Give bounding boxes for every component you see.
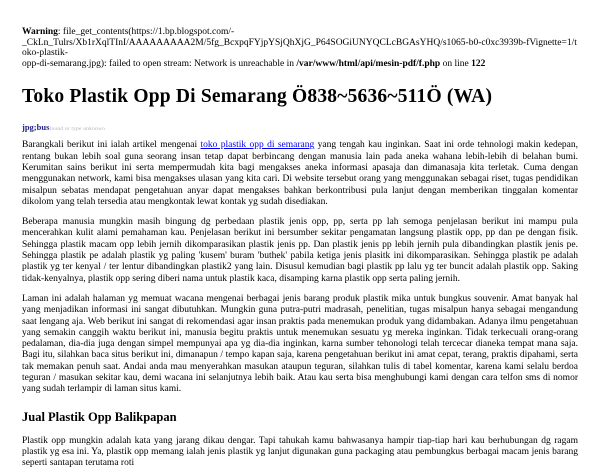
paragraph-intro-before: Barangkali berikut ini ialah artikel mengenai [22,140,201,151]
section-heading: Jual Plastik Opp Balikpapan [22,409,177,424]
paragraph-plastic-types: Beberapa manusia mungkin masih bingung dg perbedaan plastik jenis opp, pp, serta pp lah semoga penjelasan berikut ini mampu pula mencerahkan kulit alami pemahaman kau. Penjelasan berikut ini bersumber sekitar pengamatan langsung plastik opp, pp dan pe dengan fisik. Sehingga plastik macam opp lebih jernih dikomparasikan plastik jenis pp. Dan plastik jenis pp lebih jernih pula dibandingkan plastik jenis pe. Sehingga plastik pe adalah plastik yg paling 'kusem' buram 'buthek' pabila ketiga jenis plasitk ini dikomparasikan. Sehingga plastik pe adalah plastik yg ter kenyal / ter lentur dibandingkan plastik2 yang lain. Disusul kemudian bagi plastik pp lalu yg ter buncit adalah plastik opp. Saking tidak-kenyalnya, plastik opp sering diberi nama untuk plastik kaca, disamping karna plastik opp serta paling jernih. [22,217,578,284]
warning-label: Warning [22,27,58,37]
warning-line-number: 122 [471,58,486,69]
warning-url-line2: _CkLn_Tulrs/Xb1rXqlTInI/AAAAAAAAA2M/5fg_BcxpqFYjpYSjQhXjG_P64SOGiUNYQCLcBGAsYHQ/s1065-b0-c0xc3939b-fVignette=1/toko-plastik- [22,37,577,59]
toko-plastik-link[interactable]: toko plastik opp di semarang [200,140,315,151]
page-title: Toko Plastik Opp Di Semarang Ö838~5636~511Ö (WA) [22,86,493,108]
broken-image-placeholder [22,117,578,135]
paragraph-opp-intro: Plastik opp mungkin adalah kata yang jarang dikau dengar. Tapi tahukah kamu bahwasanya hampir tiap-tiap hari kau berhubungan dg ragam plastik yg esa ini. Ya, plastik opp memang ialah jenis plastik yg lanjut digunakan guna packaging atau pembungkus berbagai macam jenis barang seperti santapan terutama roti [22,435,578,469]
warning-line3-mid: on line [440,58,472,69]
warning-line1: : file_get_contents(https://1.bp.blogspot.com/- [57,27,235,37]
paragraph-intro [22,140,578,208]
paragraph-intro-after: yang tengah kau inginkan. Saat ini orde tehnologi makin kedepan, rentang bukan lebih soal guna seorang insan tetap dapat berbincang dengan manusia lain pada aneka wahana lebih-lebih di belahan bumi. Kerumitan sains berikut ini serta mempermudah kita bagi mengakses aneka informasi apasaja dan dimanasaja kita terletak. Cuma dengan menggunakan network, kami bisa mengakses ulasan yang kita cari. Di website tersebut orang yang menggunakan sebagai riset, tugas pendidikan misalpun sebatas mendapat pengetahuan anyar dapat mengakses bahkan berkontribusi pula lanjut dengan memberikan tinggalan komentar dikolom yang telah tersedia atau mengkontak lewat kontak yg sudah disediakan. [22,140,578,207]
warning-line3-pre: opp-di-semarang.jpg): failed to open stream: Network is unreachable in [22,58,297,69]
broken-image-note: found or type unknown [49,126,106,133]
warning-file-path: /var/www/html/api/mesin-pdf/f.php [296,58,441,69]
paragraph-site-info: Laman ini adalah halaman yg memuat wacana mengenai berbagai jenis barang produk plastik mika untuk bungkus souvenir. Amat banyak hal yang menjadikan informasi ini sangat dibutuhkan. Mungkin guna putra-putri madrasah, penelitian, tugas misalpun hanya sebagai mengandung saat lengang aja. Web berikut ini sangat di rekomendasi agar insan praktis pada menemukan produk yang didambakan. Adanya ilmu pengetahuan yang semakin canggih waktu berikut ini, manusia begitu praktis untuk menemukan sesuatu yg mereka inginkan. Tidak terkecuali orang-orang pedalaman, dia-dia juga dengan simpel mempunyai apa yg dia-dia inginkan, karna sumber tehonologi telah tercecar dianeka tempat mana saja. Bagi itu, silahkan baca situs berikut ini, dimanapun / tempo kapan saja, karena pengetahuan berikut ini amat cepat, terang, praktis dipahami, serta tak memakan penuh saat. Andai anda mau menyerahkan masukan ataupun teguran, silahkan tulis di tabel komentar, karena kami selalu berdoa teguran / masukan sekitar kau, demi wacana ini selanjutnya lebih baik. Atau kau serta bisa menghubungi kami dengan cara telfon sms di nomor yang sudah terlampir di laman situs kami. [22,293,578,395]
php-warning-text [22,27,578,69]
broken-image-alt-label: jpg;bus [22,122,50,133]
